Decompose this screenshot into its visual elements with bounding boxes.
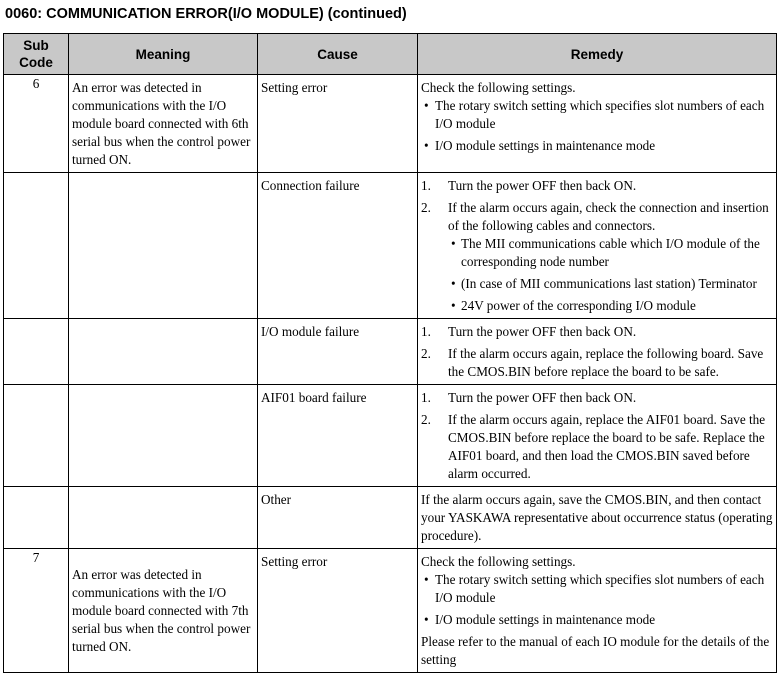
bullet-icon: • xyxy=(451,236,456,251)
cause-cell xyxy=(258,549,418,673)
step-number: 1. xyxy=(421,324,431,339)
step-number: 2. xyxy=(421,412,431,427)
sub-code-cell xyxy=(4,487,69,549)
cause-text: AIF01 board failure xyxy=(261,390,367,405)
list-item xyxy=(421,97,773,133)
meaning-cell xyxy=(69,487,258,549)
header-meaning: Meaning xyxy=(69,34,258,75)
meaning-text: An error was detected in communications with the I/O module board connected with 7th serial bus when the control power turned ON. xyxy=(72,567,251,654)
list-item xyxy=(421,411,773,483)
bullet-text: (In case of MII communications last station) Terminator xyxy=(461,276,757,291)
remedy-cell xyxy=(418,549,777,673)
table-row xyxy=(4,75,777,173)
sub-code-cell: 7 xyxy=(4,549,69,673)
list-item xyxy=(421,137,773,155)
bullet-icon: • xyxy=(424,138,429,153)
bullet-text: The rotary switch setting which specifies slot numbers of each I/O module xyxy=(435,98,765,131)
table-row xyxy=(4,385,777,487)
bullet-text: I/O module settings in maintenance mode xyxy=(435,612,656,627)
step-text: Turn the power OFF then back ON. xyxy=(448,390,637,405)
table-row xyxy=(4,487,777,549)
list-item xyxy=(421,323,773,341)
step-number: 1. xyxy=(421,390,431,405)
remedy-text: If the alarm occurs again, save the CMOS.BIN, and then contact your YASKAWA representative about occurrence status (operating procedure). xyxy=(421,492,773,543)
list-item xyxy=(421,571,773,607)
bullet-text: The rotary switch setting which specifies slot numbers of each I/O module xyxy=(435,572,765,605)
list-item xyxy=(421,297,773,315)
bullet-text: I/O module settings in maintenance mode xyxy=(435,138,656,153)
step-number: 2. xyxy=(421,200,431,215)
cause-text: Setting error xyxy=(261,554,328,569)
list-item xyxy=(421,275,773,293)
remedy-cell xyxy=(418,173,777,319)
bullet-icon: • xyxy=(424,98,429,113)
sub-code-cell xyxy=(4,385,69,487)
table-row xyxy=(4,173,777,319)
step-text: If the alarm occurs again, replace the following board. Save the CMOS.BIN before replace the board to be safe. xyxy=(448,346,764,379)
meaning-text: An error was detected in communications with the I/O module board connected with 6th serial bus when the control power turned ON. xyxy=(72,80,251,167)
step-text: If the alarm occurs again, replace the AIF01 board. Save the CMOS.BIN before replace the board to be safe. Replace the AIF01 board, and then load the CMOS.BIN saved before alarm occurred. xyxy=(448,412,766,481)
bullet-icon: • xyxy=(451,298,456,313)
remedy-cell xyxy=(418,487,777,549)
cause-cell xyxy=(258,319,418,385)
list-item xyxy=(421,177,773,195)
cause-text: Setting error xyxy=(261,80,328,95)
cause-text: I/O module failure xyxy=(261,324,360,339)
step-number: 2. xyxy=(421,346,431,361)
meaning-cell xyxy=(69,549,258,673)
list-item xyxy=(421,345,773,381)
meaning-cell xyxy=(69,173,258,319)
bullet-icon: • xyxy=(424,572,429,587)
bullet-icon: • xyxy=(451,276,456,291)
list-item xyxy=(421,235,773,271)
meaning-cell xyxy=(69,75,258,173)
remedy-intro: Check the following settings. xyxy=(421,554,576,569)
step-text: If the alarm occurs again, check the connection and insertion of the following cables and connectors. xyxy=(448,200,769,233)
remedy-cell xyxy=(418,385,777,487)
remedy-intro: Check the following settings. xyxy=(421,80,576,95)
list-item xyxy=(421,389,773,407)
remedy-note: Please refer to the manual of each IO module for the details of the setting xyxy=(421,634,770,667)
page-title: 0060: COMMUNICATION ERROR(I/O MODULE) (continued) xyxy=(5,6,407,22)
cause-text: Other xyxy=(261,492,292,507)
list-item xyxy=(421,199,773,235)
meaning-cell xyxy=(69,385,258,487)
cause-cell xyxy=(258,75,418,173)
bullet-text: 24V power of the corresponding I/O module xyxy=(461,298,696,313)
step-text: Turn the power OFF then back ON. xyxy=(448,324,637,339)
step-number: 1. xyxy=(421,178,431,193)
sub-code-cell xyxy=(4,173,69,319)
error-table xyxy=(3,33,777,673)
cause-cell xyxy=(258,173,418,319)
list-item xyxy=(421,611,773,629)
remedy-cell xyxy=(418,75,777,173)
meaning-cell xyxy=(69,319,258,385)
step-text: Turn the power OFF then back ON. xyxy=(448,178,637,193)
header-cause: Cause xyxy=(258,34,418,75)
remedy-cell xyxy=(418,319,777,385)
header-sub-code: Sub Code xyxy=(4,34,69,75)
header-remedy: Remedy xyxy=(418,34,777,75)
cause-text: Connection failure xyxy=(261,178,360,193)
sub-code-cell: 6 xyxy=(4,75,69,173)
cause-cell xyxy=(258,487,418,549)
table-row xyxy=(4,319,777,385)
bullet-text: The MII communications cable which I/O module of the corresponding node number xyxy=(461,236,760,269)
table-row xyxy=(4,549,777,673)
cause-cell xyxy=(258,385,418,487)
table-header-row xyxy=(4,34,777,75)
sub-code-cell xyxy=(4,319,69,385)
bullet-icon: • xyxy=(424,612,429,627)
